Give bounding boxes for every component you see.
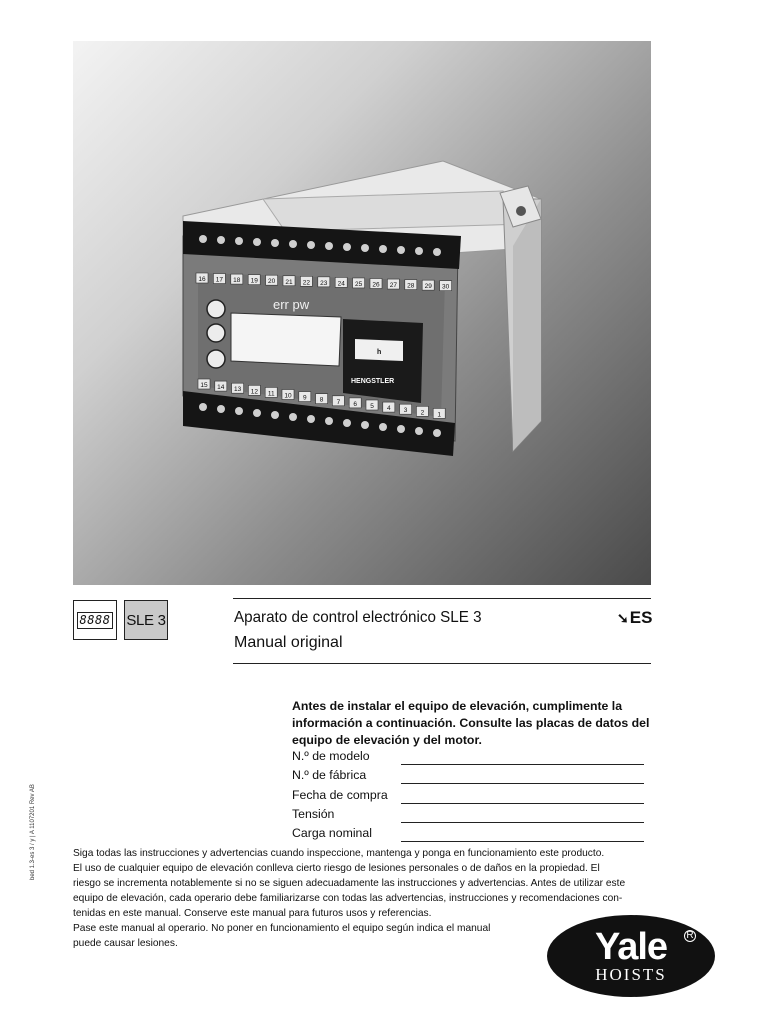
panel-text: err pw (273, 297, 310, 312)
safety-line: riesgo se incrementa notablemente si no se siguen adecuadamente las instrucciones y advertencias. Antes de utilizar este (73, 878, 626, 889)
form-field-label: Carga nominal (292, 826, 372, 840)
terminal-label: 1 (437, 411, 442, 419)
language-code: ES (629, 608, 653, 627)
yale-hoists-logo (547, 915, 715, 997)
form-field-rated-load (292, 826, 644, 844)
terminal-label: 11 (267, 390, 275, 398)
terminal-label: 20 (267, 278, 276, 286)
terminal-label: 13 (233, 386, 242, 394)
display-icon (73, 600, 117, 640)
terminal-label: 7 (336, 398, 341, 406)
terminal-label: 28 (407, 282, 415, 290)
form-field-line[interactable] (401, 783, 644, 784)
terminal-label: 16 (198, 276, 206, 283)
counter-unit: h (377, 349, 382, 356)
terminal-label: 25 (354, 280, 363, 288)
hengstler-label: HENGSTLER (351, 378, 395, 385)
terminal-label: 5 (370, 403, 374, 410)
document-title: Aparato de control electrónico SLE 3 (234, 609, 482, 626)
terminal-label: 29 (424, 283, 432, 291)
form-field-purchase-date (292, 788, 644, 806)
terminal-label: 14 (217, 384, 225, 392)
terminal-label: 10 (284, 392, 292, 400)
terminal-label: 26 (372, 281, 380, 289)
terminal-label: 12 (250, 388, 259, 396)
form-field-line[interactable] (401, 803, 644, 804)
terminal-label: 3 (403, 407, 408, 415)
form-field-line[interactable] (401, 841, 644, 842)
form-field-label: Fecha de compra (292, 788, 388, 802)
terminal-label: 21 (285, 278, 293, 286)
terminal-label: 9 (302, 394, 307, 402)
terminal-label: 27 (389, 282, 398, 290)
form-field-label: N.º de fábrica (292, 768, 367, 782)
safety-line: El uso de cualquier equipo de elevación conlleva cierto riesgo de lesiones personales o de daños en la propiedad. El (73, 863, 600, 874)
safety-line: Siga todas las instrucciones y advertencias cuando inspeccione, mantenga y ponga en funcionamiento este producto. (73, 848, 605, 859)
safety-line: equipo de elevación, cada operario debe familiarizarse con todas las advertencias, instrucciones y recomendaciones con- (73, 893, 623, 904)
logo-brand: Yale (594, 926, 668, 968)
terminal-label: 19 (250, 277, 258, 285)
product-photo (73, 41, 651, 585)
safety-line: puede causar lesiones. (73, 938, 178, 949)
document-code: bed 1.3-es 3 / y | A 1107201 Rev AB (30, 784, 36, 880)
language-indicator (617, 608, 652, 628)
form-field-line[interactable] (401, 822, 644, 823)
display-icon-digits: 8888 (77, 612, 114, 629)
registered-mark-icon: R (684, 930, 696, 942)
form-field-label: Tensión (292, 807, 335, 821)
terminal-label: 8 (319, 396, 324, 404)
terminal-label: 17 (215, 276, 224, 284)
terminal-label: 30 (441, 283, 450, 291)
intro-text: Antes de instalar el equipo de elevación, cumplimente la información a continuación. Consulte las placas de datos del equipo de elevación y del motor. (292, 699, 650, 747)
terminal-label: 2 (420, 409, 425, 417)
form-field-line[interactable] (401, 764, 644, 765)
terminal-label: 4 (386, 405, 391, 413)
terminal-label: 24 (337, 280, 345, 288)
terminal-label: 23 (320, 279, 328, 287)
safety-line: tenidas en este manual. Conserve este manual para futuros usos y referencias. (73, 908, 432, 919)
header-rule-bottom (233, 663, 651, 664)
form-field-model (292, 749, 644, 767)
model-badge: SLE 3 (124, 600, 168, 640)
document-subtitle: Manual original (234, 634, 343, 651)
form-field-serial (292, 768, 644, 786)
safety-line: Pase este manual al operario. No poner en funcionamiento el equipo según indica el manual (73, 923, 491, 934)
terminal-label: 15 (200, 382, 208, 389)
logo-subtitle: HOISTS (595, 965, 667, 984)
device-illustration (73, 41, 651, 585)
terminal-label: 18 (233, 277, 241, 285)
form-field-voltage (292, 807, 644, 825)
arrow-down-right-icon: ➘ (617, 609, 629, 626)
terminal-label: 22 (302, 279, 311, 287)
terminal-label: 6 (353, 400, 358, 408)
form-field-label: N.º de modelo (292, 749, 370, 763)
header-rule-top (233, 598, 651, 599)
